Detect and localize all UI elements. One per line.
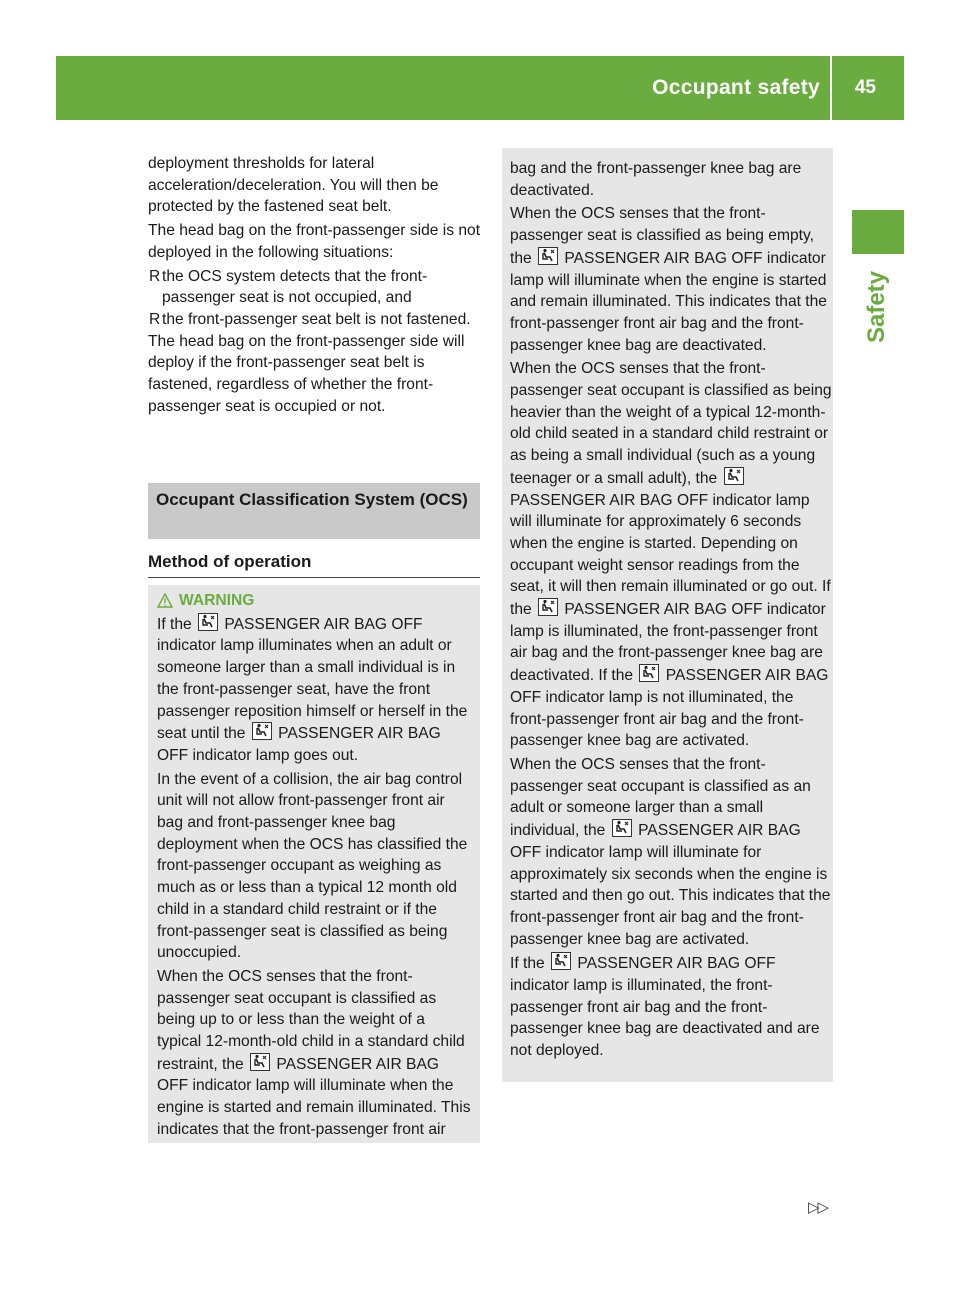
- paragraph: [510, 952, 833, 1062]
- list-item: [148, 309, 482, 331]
- paragraph: In the event of a collision, the air bag control unit will not allow front-passenger front air bag and front-passenger knee bag deployment when the OCS has classified the front-passenger occupant as weighing as much as or less than a typical 12 month old child in a standard child restraint or if the front-passenger seat is classified as being unoccupied.: [157, 770, 468, 962]
- warning-title: [157, 590, 472, 612]
- paragraph: [157, 613, 472, 767]
- page-number: 45: [854, 77, 876, 98]
- airbag-off-icon: [551, 952, 571, 970]
- text: PASSENGER AIR BAG OFF indicator lamp is illuminated, the front-passenger front air bag and the front-passenger knee bag are deactivated. If the: [510, 601, 826, 685]
- paragraph: [510, 754, 833, 950]
- header-divider: [830, 56, 832, 120]
- warning-triangle-icon: [157, 593, 173, 608]
- text: PASSENGER AIR BAG OFF indicator lamp illuminates when an adult or someone larger than a small individual is in the front-passenger seat, have the front passenger reposition himself or herself in the seat until the: [157, 615, 468, 743]
- airbag-off-icon: [252, 722, 272, 740]
- text: When the OCS senses that the front-passenger seat is classified as being empty, the: [510, 205, 814, 267]
- side-tab-label-text: Safety: [863, 270, 890, 344]
- text: When the OCS senses that the front-passenger seat occupant is classified as an adult or someone larger than a small individual, the: [510, 755, 811, 840]
- text: PASSENGER AIR BAG OFF indicator lamp will illuminate when the engine is started and remain illuminated. This indicates that the front-passenger front air bag and the front-passenger knee bag are deactivated.: [510, 249, 827, 354]
- side-tab-label: [849, 262, 905, 352]
- paragraph: [510, 203, 833, 356]
- paragraph: bag and the front-passenger knee bag are deactivated.: [510, 160, 802, 199]
- airbag-off-icon: [538, 247, 558, 265]
- side-tab: [852, 210, 904, 254]
- list-item-text: the front-passenger seat belt is not fastened.: [162, 310, 471, 328]
- airbag-off-icon: [724, 467, 744, 485]
- header-bar: [56, 56, 904, 120]
- subheading: Method of operation: [148, 550, 480, 578]
- left-column: [148, 153, 482, 419]
- list-item: [148, 266, 482, 309]
- section-heading: Occupant Classification System (OCS): [148, 483, 480, 539]
- text: PASSENGER AIR BAG OFF indicator lamp is not illuminated, the front-passenger front air bag and the front-passenger knee bag are activated.: [510, 667, 829, 750]
- bullet-mark: R: [149, 310, 161, 328]
- warning-title-text: WARNING: [179, 592, 255, 609]
- airbag-off-icon: [198, 613, 218, 631]
- text: PASSENGER AIR BAG OFF indicator lamp will illuminate for approximately 6 seconds when the engine is started. Depending on occupant weight sensor readings from the seat, it will then remain illuminated or go out. If the: [510, 491, 831, 619]
- text: If the: [510, 955, 545, 973]
- airbag-off-icon: [612, 819, 632, 837]
- paragraph: deployment thresholds for lateral acceleration/deceleration. You will then be protected by the fastened seat belt.: [148, 155, 439, 216]
- text: PASSENGER AIR BAG OFF indicator lamp will illuminate for approximately six seconds when the engine is started and then go out. This indicates that the front-passenger front air bag and the front-passenger knee bag are activated.: [510, 822, 831, 948]
- text: PASSENGER AIR BAG OFF indicator lamp is illuminated, the front-passenger front air bag and the front-passenger knee bag are deactivated and are not deployed.: [510, 955, 820, 1060]
- right-column-box: [502, 148, 833, 1082]
- text: If the: [157, 615, 192, 633]
- warning-box: [148, 585, 480, 1143]
- paragraph: The head bag on the front-passenger side is not deployed in the following situations:: [148, 222, 481, 261]
- text: When the OCS senses that the front-passenger seat occupant is classified as being heavier than the weight of a typical 12-month-old child seated in a standard child restraint or as being a small individual (such as a young teenager or a small adult), the: [510, 360, 832, 487]
- list-item-text: the OCS system detects that the front-passenger seat is not occupied, and: [162, 267, 428, 307]
- bullet-mark: R: [149, 267, 161, 285]
- paragraph: [510, 358, 833, 752]
- text: When the OCS senses that the front-passenger seat occupant is classified as being up to or less than the weight of a typical 12-month-old child in a standard child restraint, the: [157, 967, 465, 1073]
- paragraph: [157, 966, 472, 1141]
- text: PASSENGER AIR BAG OFF indicator lamp goes out.: [157, 725, 441, 764]
- airbag-off-icon: [639, 664, 659, 682]
- paragraph: The head bag on the front-passenger side will deploy if the front-passenger seat belt is fastened, regardless of whether the front-passenger seat is occupied or not.: [148, 332, 465, 415]
- airbag-off-icon: [250, 1053, 270, 1071]
- continue-mark: ▷▷: [808, 1199, 828, 1216]
- airbag-off-icon: [538, 598, 558, 616]
- header-title: Occupant safety: [652, 76, 820, 99]
- text: PASSENGER AIR BAG OFF indicator lamp will illuminate when the engine is started and remain illuminated. This indicates that the front-passenger front air: [157, 1055, 471, 1138]
